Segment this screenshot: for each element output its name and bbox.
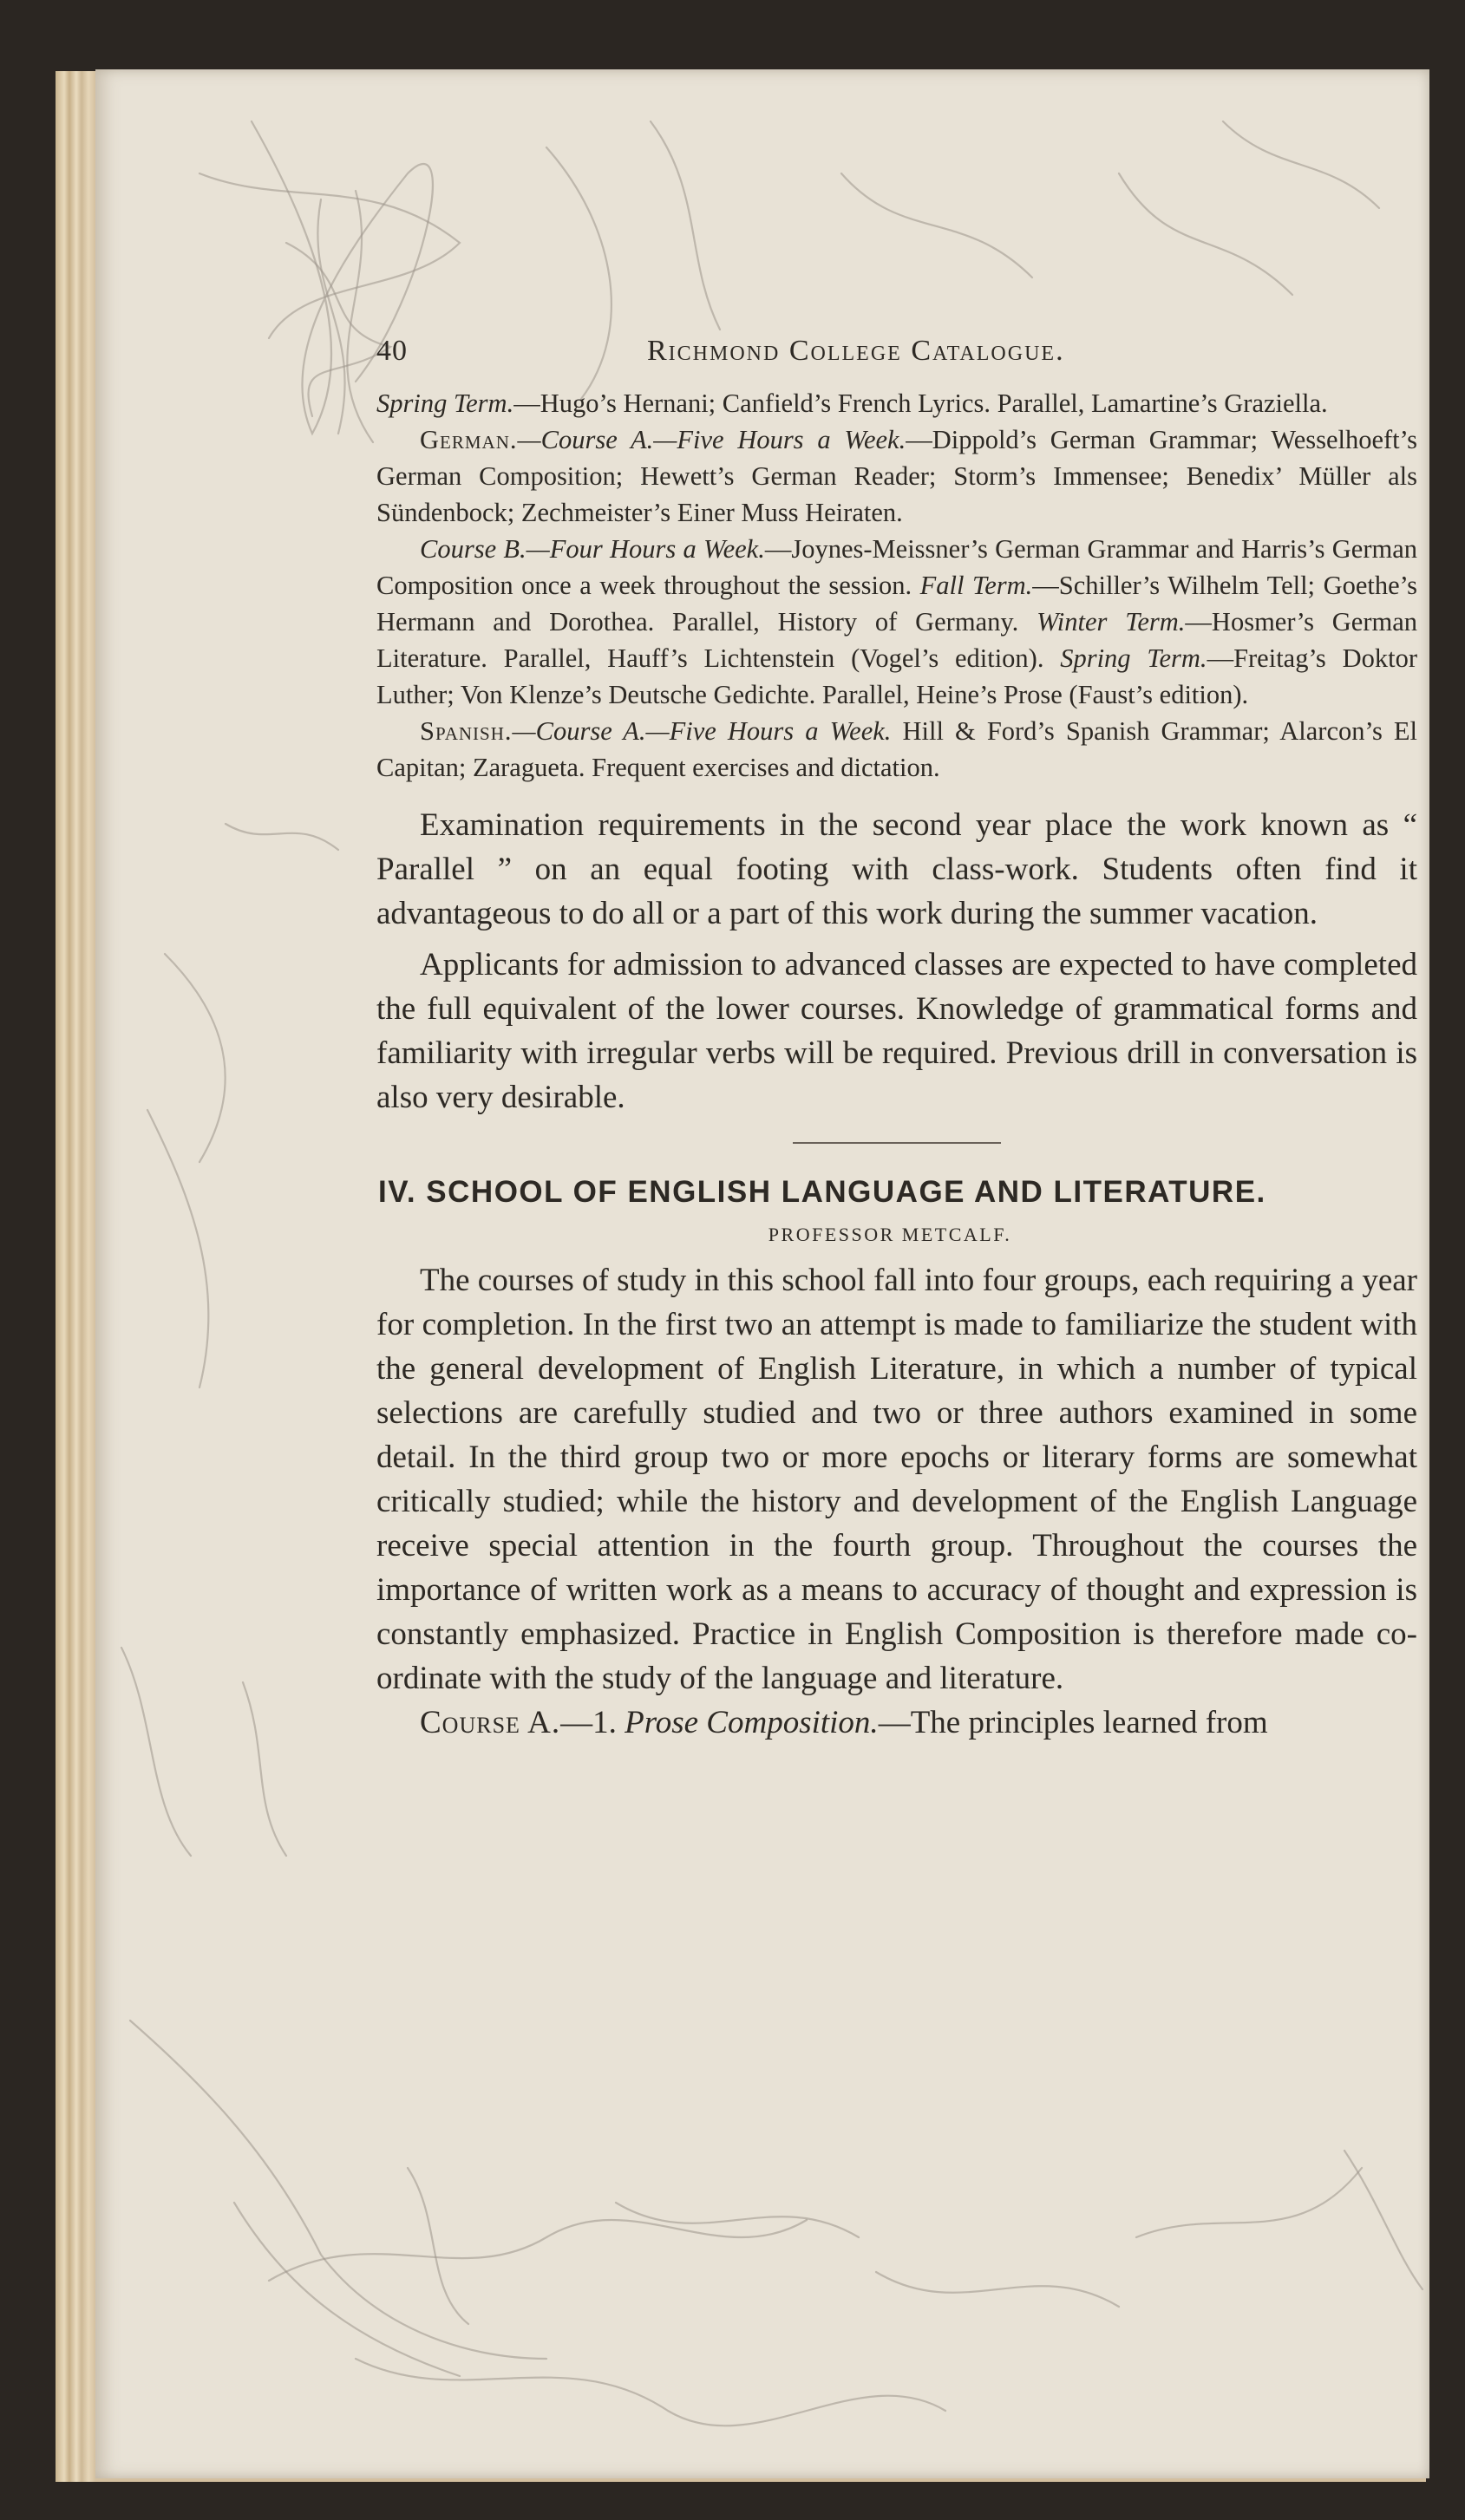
course-b-paragraph — [276, 531, 1417, 713]
page-text — [276, 335, 1417, 1745]
course-a-title: Prose Composition. — [625, 1705, 879, 1740]
english-intro-paragraph: The courses of study in this school fall into four groups, each requiring a year for completion. In the first two an attempt is made to familiarize the student with the general development of English Literature, in which a number of typical selections are carefully studied and two or three authors examined in some detail. In the third group two or more epochs or literary forms are somewhat critically studied; while the history and development of the English Language receive special attention in the fourth group. Throughout the courses the importance of written work as a means to accuracy of thought and expression is constantly emphasized. Practice in English Composition is therefore made co-ordinate with the study of the language and literature. — [376, 1263, 1417, 1696]
course-b-text-1: —Joynes-Meissner’s German Grammar and Harris’s German Composition once a week throughout the session. — [376, 534, 1417, 600]
english-school-heading: IV. SCHOOL OF ENGLISH LANGUAGE AND LITERATURE. — [378, 1175, 1266, 1209]
course-a-paragraph — [376, 1701, 1417, 1745]
course-b-label: Course B.—Four Hours a Week. — [420, 534, 765, 564]
winter-term-label: Winter Term. — [1037, 607, 1186, 637]
spring-term-label: Spring Term. — [376, 388, 514, 418]
german-paragraph — [276, 421, 1417, 531]
german-text: —Dippold’s German Grammar; Wesselhoeft’s German Composition; Hewett’s German Reader; Storm’s Immensee; Benedix’ Müller als Sündenbock; Zechmeister’s Einer Muss Heiraten. — [376, 425, 1417, 527]
spanish-label: Spanish. — [420, 716, 513, 746]
professor-name: PROFESSOR METCALF. — [768, 1224, 1012, 1245]
fall-term-label: Fall Term. — [919, 571, 1033, 600]
spanish-text: Hill & Ford’s Spanish Grammar; Alarcon’s El Capitan; Zaragueta. Frequent exercises and dictation. — [376, 716, 1417, 782]
spring-term-paragraph — [276, 385, 1417, 421]
general-paragraphs — [276, 803, 1417, 1120]
running-title: Richmond College Catalogue. — [647, 335, 1065, 367]
spanish-course-label: —Course A.—Five Hours a Week. — [512, 716, 892, 746]
course-b-text-4: —Freitag’s Doktor Luther; Von Klenze’s Deutsche Gedichte. Parallel, Heine’s Prose (Faust’s edition). — [376, 643, 1417, 709]
spring-term-text: —Hugo’s Hernani; Canfield’s French Lyrics. Parallel, Lamartine’s Graziella. — [513, 388, 1328, 418]
course-b-text-3: —Hosmer’s German Literature. Parallel, Hauff’s Lichtenstein (Vogel’s edition). — [376, 607, 1417, 673]
spanish-paragraph — [276, 713, 1417, 786]
running-header — [276, 335, 1417, 385]
examination-paragraph: Examination requirements in the second year place the work known as “ Parallel ” on an equal footing with class-work. Students often find it advantageous to do all or a part of this work during the summer vacation. — [376, 807, 1417, 931]
course-a-number: —1. — [560, 1705, 625, 1740]
course-a-text: —The principles learned from — [878, 1705, 1268, 1740]
page-number: 40 — [376, 335, 408, 367]
modern-languages-section — [276, 385, 1417, 786]
applicants-paragraph: Applicants for admission to advanced classes are expected to have completed the full equivalent of the lower courses. Knowledge of grammatical forms and familiarity with irregular verbs will be required. Previous drill in conversation is also very desirable. — [376, 947, 1417, 1115]
course-a-label: Course A. — [420, 1705, 561, 1740]
german-label: German. — [420, 425, 518, 454]
english-school-section — [276, 1258, 1417, 1745]
german-course-label: —Course A.—Five Hours a Week. — [517, 425, 906, 454]
spring-term-label-2: Spring Term. — [1060, 643, 1207, 673]
section-divider — [793, 1142, 1001, 1144]
course-b-text-2: —Schiller’s Wilhelm Tell; Goethe’s Hermann and Dorothea. Parallel, History of Germany. — [376, 571, 1417, 637]
